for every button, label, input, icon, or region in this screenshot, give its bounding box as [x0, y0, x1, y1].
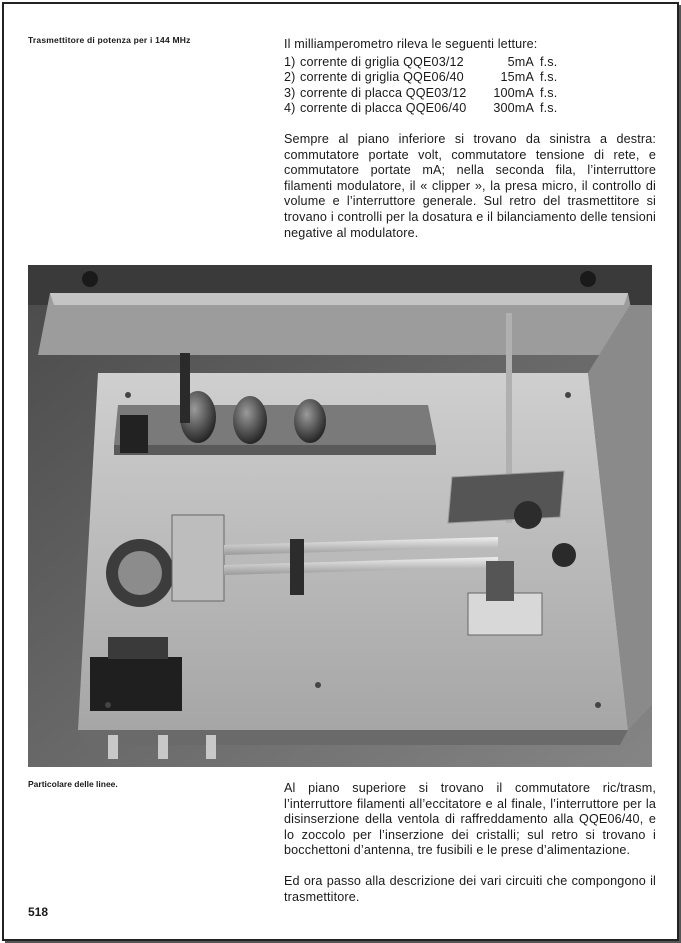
reading-number: 1): [284, 54, 296, 69]
reading-row: [284, 86, 656, 102]
figure-caption: Particolare delle linee.: [28, 779, 118, 789]
reading-value: 100mA: [493, 85, 534, 100]
reading-number: 2): [284, 70, 296, 85]
bottom-text-column: [284, 781, 656, 905]
reading-number: 3): [284, 85, 296, 100]
page-number: 518: [28, 905, 49, 919]
readings-list: [284, 55, 656, 117]
transmitter-photo: [28, 265, 652, 767]
transmitter-chassis-illustration: [28, 265, 652, 767]
paragraph-lower-floor: Sempre al piano inferiore si trovano da sinistra a destra: commutatore portate volt, commutatore tensione di rete, e commutatore portate mA; nella seconda fila, l’interruttore filamenti modulatore, il « clipper », la presa micro, il controllo di volume e l’interruttore generale. Sul retro del trasmettitore si trovano i controlli per la dosatura e il bilanciamento delle tensioni negative al modulatore.: [284, 131, 656, 240]
running-head: Trasmettitore di potenza per i 144 MHz: [28, 35, 191, 45]
reading-row: [284, 70, 656, 86]
reading-text: corrente di griglia QQE03/12: [300, 54, 464, 69]
paragraph-upper-floor: Al piano superiore si trovano il commutatore ric/trasm, l’interruttore filamenti all’eccitatore e al finale, l’interruttore per la disinserzione della ventola di raffreddamento alla QQE06/40, e lo zoccolo per l’inserzione dei cristalli; sul retro si trovano i bocchettoni d’antenna, tre fusibili e le prese d’alimentazione.: [284, 781, 656, 858]
reading-row: [284, 55, 656, 71]
reading-number: 4): [284, 101, 296, 116]
readings-intro: Il milliamperometro rileva le seguenti letture:: [284, 37, 538, 51]
top-text-column: [284, 37, 656, 241]
reading-text: corrente di placca QQE03/12: [300, 85, 467, 100]
reading-value: 5mA: [507, 54, 534, 69]
reading-text: corrente di griglia QQE06/40: [300, 70, 464, 85]
paragraph-final: Ed ora passo alla descrizione dei vari circuiti che compongono il trasmettitore.: [284, 873, 656, 904]
reading-text: corrente di placca QQE06/40: [300, 101, 467, 116]
reading-unit: f.s.: [540, 54, 558, 69]
reading-unit: f.s.: [540, 85, 558, 100]
reading-unit: f.s.: [540, 70, 558, 85]
reading-row: [284, 101, 656, 117]
reading-value: 300mA: [493, 101, 534, 116]
reading-unit: f.s.: [540, 101, 558, 116]
reading-value: 15mA: [500, 70, 534, 85]
